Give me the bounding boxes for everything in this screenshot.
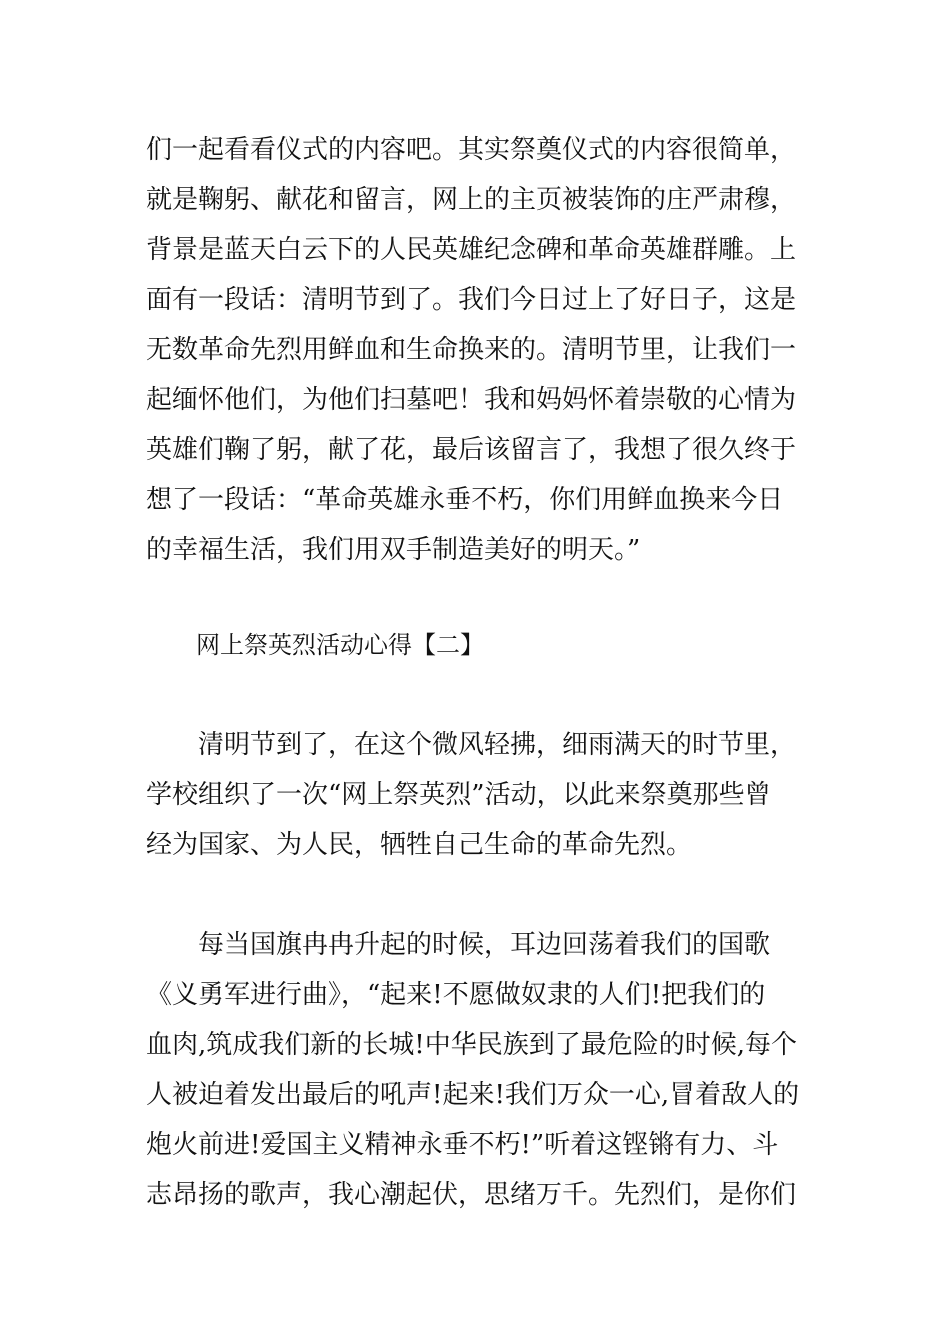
- section-heading: 网上祭英烈活动心得【二】: [196, 631, 484, 659]
- paragraph-line: 炮火前进!爱国主义精神永垂不朽!”听着这铿锵有力、斗: [146, 1130, 779, 1160]
- paragraph-line: 《义勇军进行曲》，“起来!不愿做奴隶的人们!把我们的: [146, 980, 766, 1010]
- paragraph-line: 每当国旗冉冉升起的时候，耳边回荡着我们的国歌: [198, 930, 771, 960]
- paragraph-line: 无数革命先烈用鲜血和生命换来的。清明节里，让我们一: [146, 335, 797, 365]
- paragraph-3: [146, 920, 816, 1220]
- paragraph-line: 人被迫着发出最后的吼声!起来!我们万众一心,冒着敌人的: [146, 1080, 800, 1110]
- paragraph-line: 血肉,筑成我们新的长城!中华民族到了最危险的时候,每个: [146, 1030, 797, 1060]
- paragraph-line: 的幸福生活，我们用双手制造美好的明天。”: [146, 535, 641, 565]
- paragraph-line: 学校组织了一次“网上祭英烈”活动，以此来祭奠那些曾: [146, 780, 771, 810]
- paragraph-2: [146, 720, 816, 870]
- paragraph-1: [146, 125, 816, 575]
- paragraph-line: 想了一段话：“革命英雄永垂不朽，你们用鲜血换来今日: [146, 485, 784, 515]
- paragraph-line: 志昂扬的歌声，我心潮起伏，思绪万千。先烈们，是你们: [146, 1180, 797, 1210]
- paragraph-line: 经为国家、为人民，牺牲自己生命的革命先烈。: [146, 830, 693, 860]
- paragraph-line: 们一起看看仪式的内容吧。其实祭奠仪式的内容很简单，: [146, 135, 797, 165]
- paragraph-line: 英雄们鞠了躬，献了花，最后该留言了，我想了很久终于: [146, 435, 797, 465]
- paragraph-line: 起缅怀他们，为他们扫墓吧！我和妈妈怀着崇敬的心情为: [146, 385, 797, 415]
- paragraph-line: 背景是蓝天白云下的人民英雄纪念碑和革命英雄群雕。上: [146, 235, 797, 265]
- paragraph-line: 清明节到了，在这个微风轻拂，细雨满天的时节里，: [198, 730, 797, 760]
- paragraph-line: 就是鞠躬、献花和留言，网上的主页被装饰的庄严肃穆，: [146, 185, 797, 215]
- paragraph-line: 面有一段话：清明节到了。我们今日过上了好日子，这是: [146, 285, 797, 315]
